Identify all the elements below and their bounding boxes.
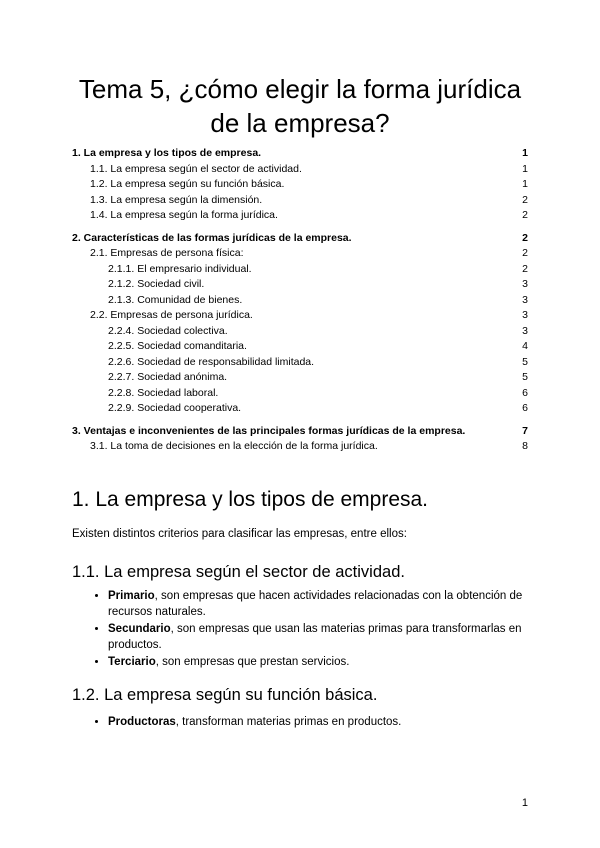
- subsection-heading-funcion: 1.2. La empresa según su función básica.: [72, 686, 378, 704]
- list-item: [108, 589, 548, 620]
- toc-entry-text: 2.1.2. Sociedad civil.: [108, 278, 205, 290]
- funcion-list: [90, 715, 548, 733]
- toc-entry-page: 2: [522, 262, 528, 275]
- toc-entry[interactable]: [72, 246, 528, 262]
- toc-entry-text: 2.2.6. Sociedad de responsabilidad limitada.: [108, 355, 315, 368]
- toc-entry-text: 2. Características de las formas jurídicas de la empresa.: [72, 231, 352, 244]
- list-item-text: , son empresas que prestan servicios.: [155, 656, 350, 668]
- toc-entry[interactable]: [72, 162, 528, 178]
- toc-entry[interactable]: [72, 386, 528, 402]
- toc-entry-text: 1.3. La empresa según la dimensión.: [90, 193, 263, 206]
- title-line-2: de la empresa?: [210, 108, 390, 138]
- toc-entry-text: 2.2.7. Sociedad anónima.: [108, 371, 228, 383]
- toc-entry-text: 1.1. La empresa según el sector de actividad.: [90, 162, 302, 175]
- toc-entry[interactable]: [72, 208, 528, 224]
- toc-entry-page: 2: [522, 247, 528, 259]
- toc-entry-text: 1.4. La empresa según la forma jurídica.: [90, 209, 278, 221]
- toc-entry-text: 2.2. Empresas de persona jurídica.: [90, 309, 253, 321]
- table-of-contents: [72, 146, 528, 455]
- toc-entry-text: 3. Ventajas e inconvenientes de las principales formas jurídicas de la empresa.: [72, 424, 466, 437]
- toc-entry-page: 3: [522, 324, 528, 337]
- toc-entry-page: 2: [522, 209, 528, 221]
- toc-entry[interactable]: [72, 193, 528, 209]
- toc-entry-text: 1. La empresa y los tipos de empresa.: [72, 147, 262, 159]
- title-line-1: Tema 5, ¿cómo elegir la forma jurídica: [78, 74, 522, 104]
- page-number: 1: [521, 797, 528, 809]
- toc-entry-page: 8: [522, 440, 528, 452]
- toc-entry-text: 2.1.3. Comunidad de bienes.: [108, 293, 243, 306]
- toc-entry-page: 5: [522, 355, 528, 368]
- toc-entry[interactable]: [72, 262, 528, 278]
- toc-entry-text: 3.1. La toma de decisiones en la elección de la forma jurídica.: [90, 440, 378, 452]
- document-title: [40, 72, 560, 140]
- section-heading: 1. La empresa y los tipos de empresa.: [72, 488, 429, 511]
- toc-entry-page: 3: [522, 309, 528, 321]
- toc-entry[interactable]: [72, 439, 528, 455]
- toc-entry[interactable]: [72, 177, 528, 193]
- toc-entry[interactable]: [72, 293, 528, 309]
- list-item: [108, 655, 548, 671]
- list-item-text: , son empresas que usan las materias primas para transformarlas en productos.: [108, 623, 522, 651]
- toc-entry-text: 1.2. La empresa según su función básica.: [90, 178, 285, 190]
- toc-entry-text: 2.2.4. Sociedad colectiva.: [108, 324, 228, 337]
- list-item-text: , son empresas que hacen actividades relacionadas con la obtención de recursos naturales.: [108, 590, 523, 618]
- toc-entry-page: 1: [522, 162, 528, 175]
- toc-entry[interactable]: [72, 424, 528, 440]
- toc-entry-text: 2.2.9. Sociedad cooperativa.: [108, 402, 242, 414]
- list-item-term: Primario: [108, 590, 155, 602]
- subsection-heading-sector: 1.1. La empresa según el sector de actividad.: [72, 563, 405, 581]
- toc-entry[interactable]: [72, 370, 528, 386]
- toc-entry-page: 7: [522, 424, 528, 437]
- toc-entry-page: 6: [522, 386, 528, 399]
- sector-list: [90, 589, 548, 673]
- toc-entry[interactable]: [72, 146, 528, 162]
- toc-entry-text: 2.1. Empresas de persona física:: [90, 247, 244, 259]
- toc-entry[interactable]: [72, 401, 528, 417]
- toc-entry-page: 6: [522, 402, 528, 414]
- list-item: [108, 715, 548, 731]
- toc-entry-page: 4: [522, 340, 528, 352]
- toc-entry[interactable]: [72, 277, 528, 293]
- toc-entry-page: 2: [522, 193, 528, 206]
- toc-entry-page: 1: [522, 147, 528, 159]
- list-item-term: Terciario: [108, 656, 156, 668]
- toc-entry-page: 3: [522, 278, 528, 290]
- list-item-text: , transforman materias primas en productos.: [175, 716, 402, 728]
- list-item-term: Productoras: [108, 716, 176, 728]
- toc-entry-page: 3: [522, 293, 528, 306]
- toc-entry[interactable]: [72, 324, 528, 340]
- toc-entry[interactable]: [72, 231, 528, 247]
- list-item: [108, 622, 548, 653]
- toc-entry[interactable]: [72, 339, 528, 355]
- toc-entry-text: 2.1.1. El empresario individual.: [108, 262, 252, 275]
- toc-entry[interactable]: [72, 355, 528, 371]
- toc-entry-text: 2.2.8. Sociedad laboral.: [108, 386, 219, 399]
- section-intro: Existen distintos criterios para clasificar las empresas, entre ellos:: [72, 528, 407, 540]
- toc-entry-text: 2.2.5. Sociedad comanditaria.: [108, 340, 247, 352]
- toc-entry-page: 2: [522, 231, 528, 244]
- toc-entry-page: 1: [522, 178, 528, 190]
- toc-entry-page: 5: [522, 371, 528, 383]
- toc-entry[interactable]: [72, 308, 528, 324]
- list-item-term: Secundario: [108, 623, 171, 635]
